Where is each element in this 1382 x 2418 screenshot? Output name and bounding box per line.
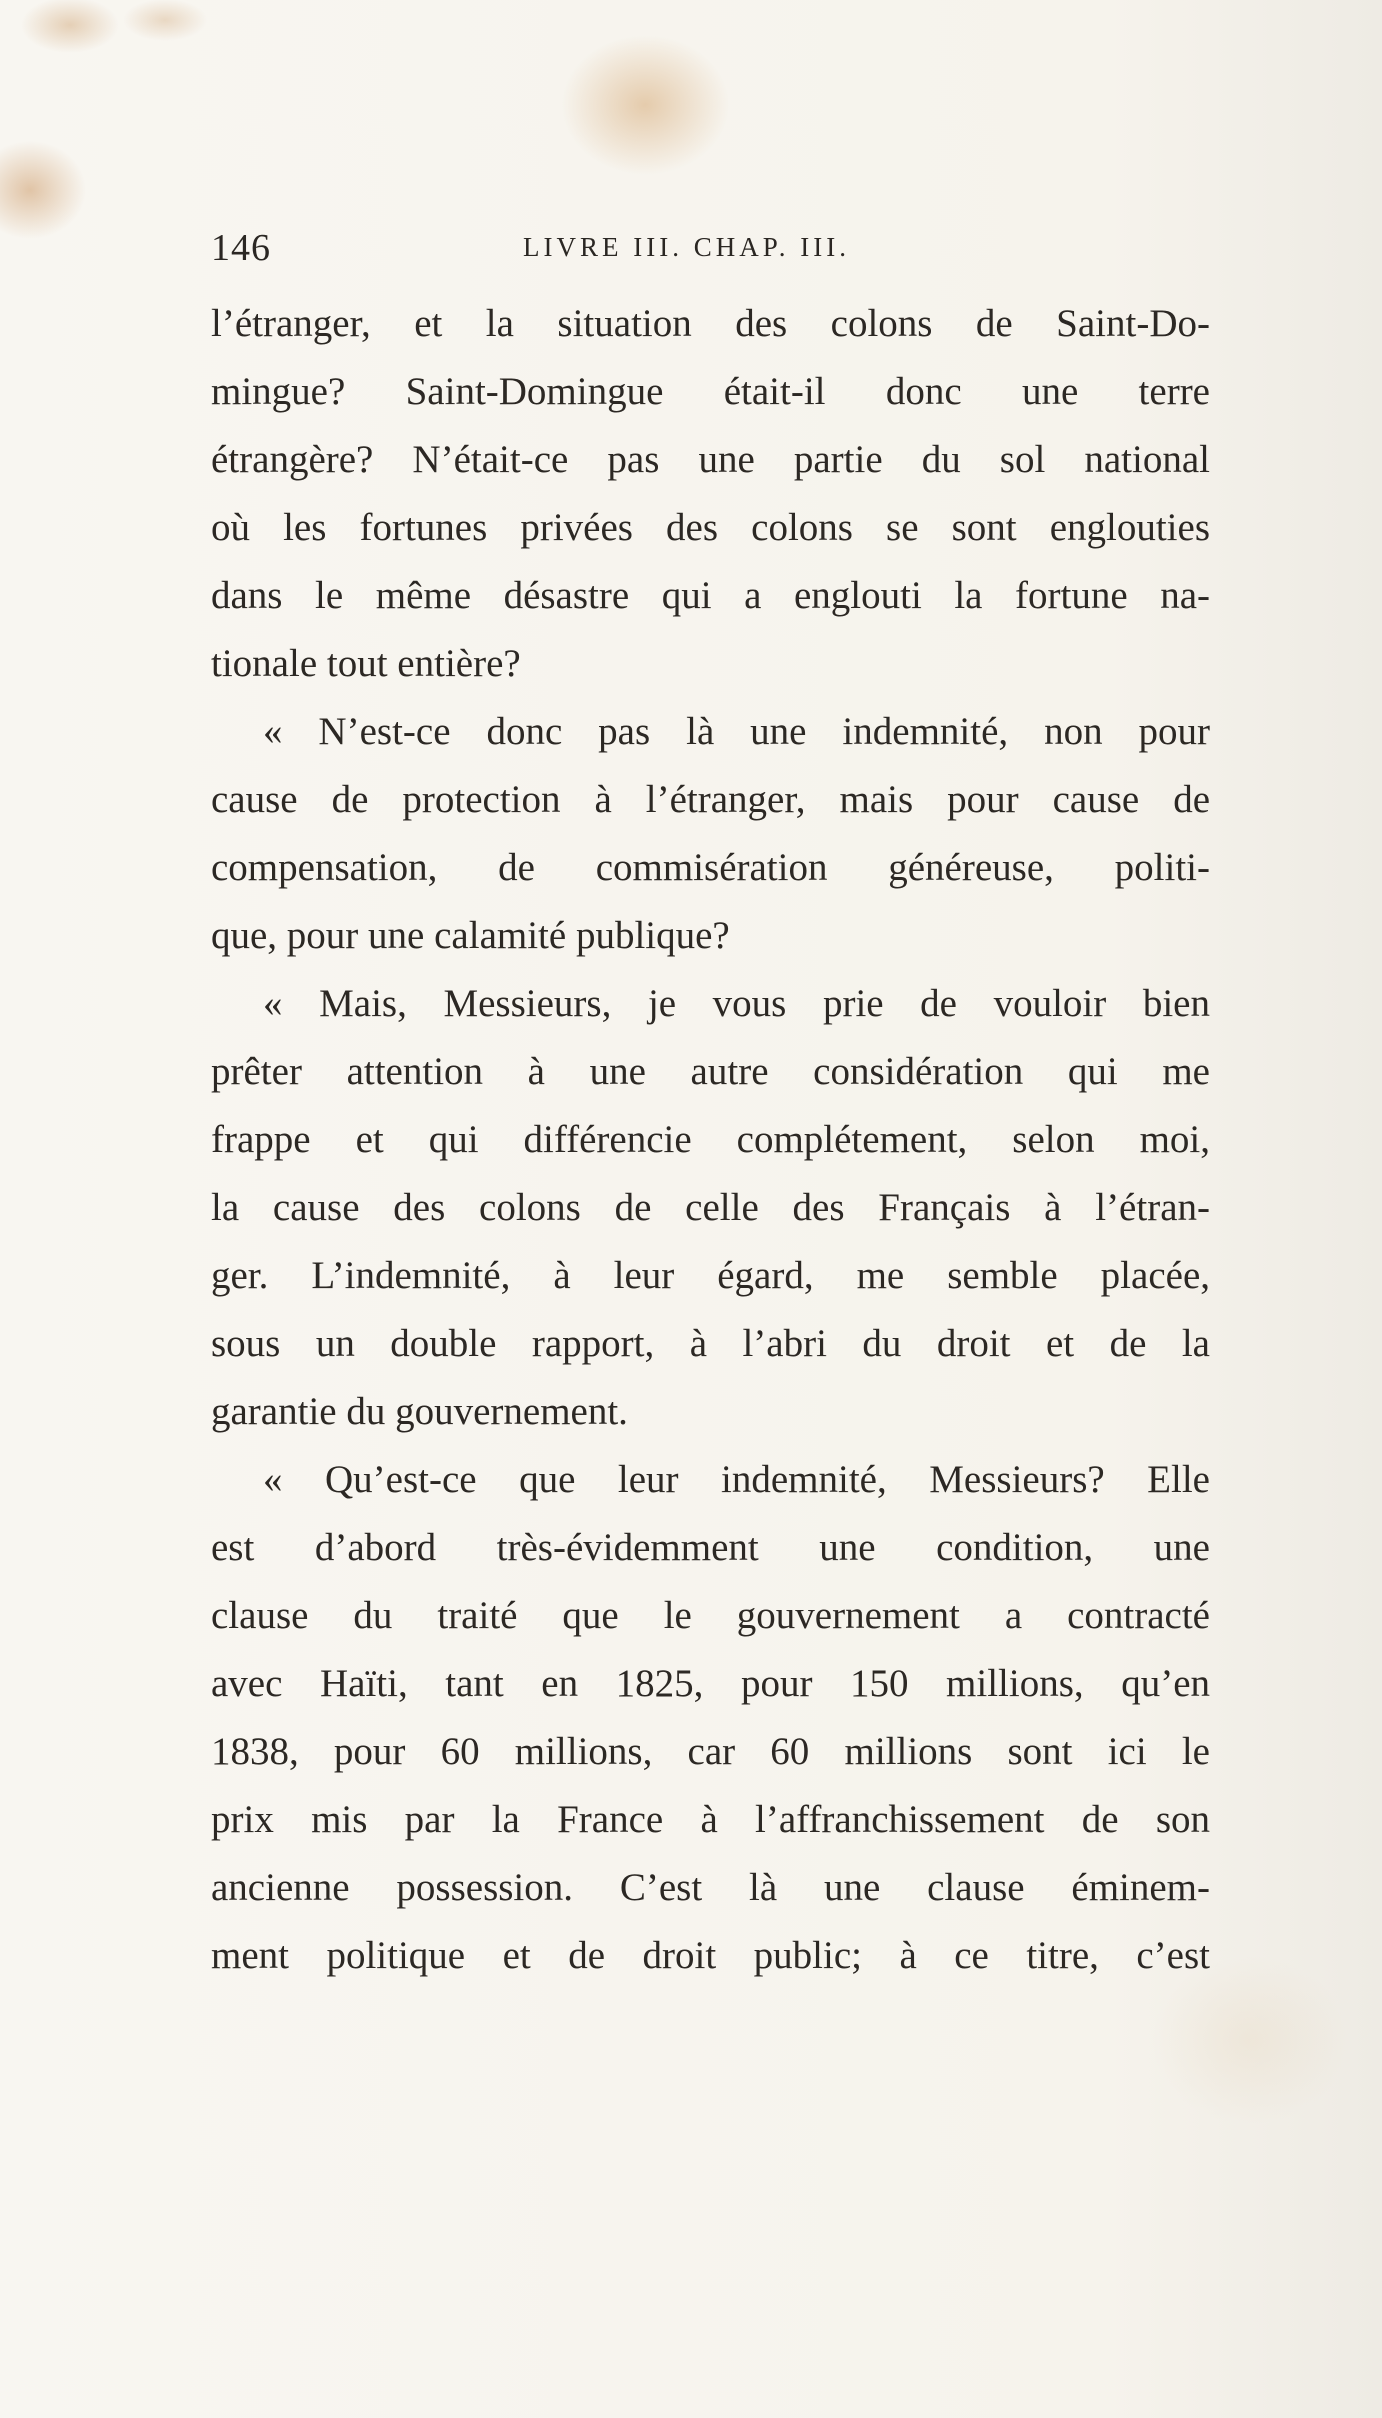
text-line: la cause des colons de celle des Français à l’étran-: [211, 1186, 1210, 1229]
text-line: 1838, pour 60 millions, car 60 millions sont ici le: [211, 1730, 1210, 1773]
text-line: « N’est-ce donc pas là une indemnité, non pour: [263, 710, 1210, 753]
text-line: tionale tout entière?: [211, 642, 521, 685]
text-line: compensation, de commisération généreuse, politi-: [211, 846, 1210, 889]
page-header: [211, 226, 1210, 278]
text-line: garantie du gouvernement.: [211, 1390, 628, 1433]
page-number: 146: [211, 227, 271, 269]
text-line: est d’abord très-évidemment une condition, une: [211, 1526, 1210, 1569]
text-line: « Mais, Messieurs, je vous prie de vouloir bien: [263, 982, 1210, 1025]
text-line: mingue? Saint-Domingue était-il donc une terre: [211, 370, 1210, 413]
body-text: [211, 290, 1210, 1990]
text-line: prêter attention à une autre considération qui me: [211, 1050, 1210, 1093]
text-line: ger. L’indemnité, à leur égard, me semble placée,: [211, 1254, 1210, 1297]
text-line: étrangère? N’était-ce pas une partie du sol national: [211, 438, 1210, 481]
text-line: prix mis par la France à l’affranchissement de son: [211, 1798, 1210, 1841]
text-line: ment politique et de droit public; à ce titre, c’est: [211, 1934, 1210, 1977]
running-head: LIVRE III. CHAP. III.: [523, 232, 850, 262]
text-line: avec Haïti, tant en 1825, pour 150 millions, qu’en: [211, 1662, 1210, 1705]
text-line: « Qu’est-ce que leur indemnité, Messieurs? Elle: [263, 1458, 1210, 1501]
text-line: clause du traité que le gouvernement a contracté: [211, 1594, 1210, 1637]
text-line: ancienne possession. C’est là une clause éminem-: [211, 1866, 1210, 1909]
text-line: frappe et qui différencie complétement, selon moi,: [211, 1118, 1210, 1161]
text-line: sous un double rapport, à l’abri du droit et de la: [211, 1322, 1210, 1365]
text-line: où les fortunes privées des colons se sont englouties: [211, 506, 1210, 549]
text-line: dans le même désastre qui a englouti la fortune na-: [211, 574, 1210, 617]
text-line: que, pour une calamité publique?: [211, 914, 730, 957]
text-line: l’étranger, et la situation des colons de Saint-Do-: [211, 302, 1210, 345]
text-line: cause de protection à l’étranger, mais pour cause de: [211, 778, 1210, 821]
